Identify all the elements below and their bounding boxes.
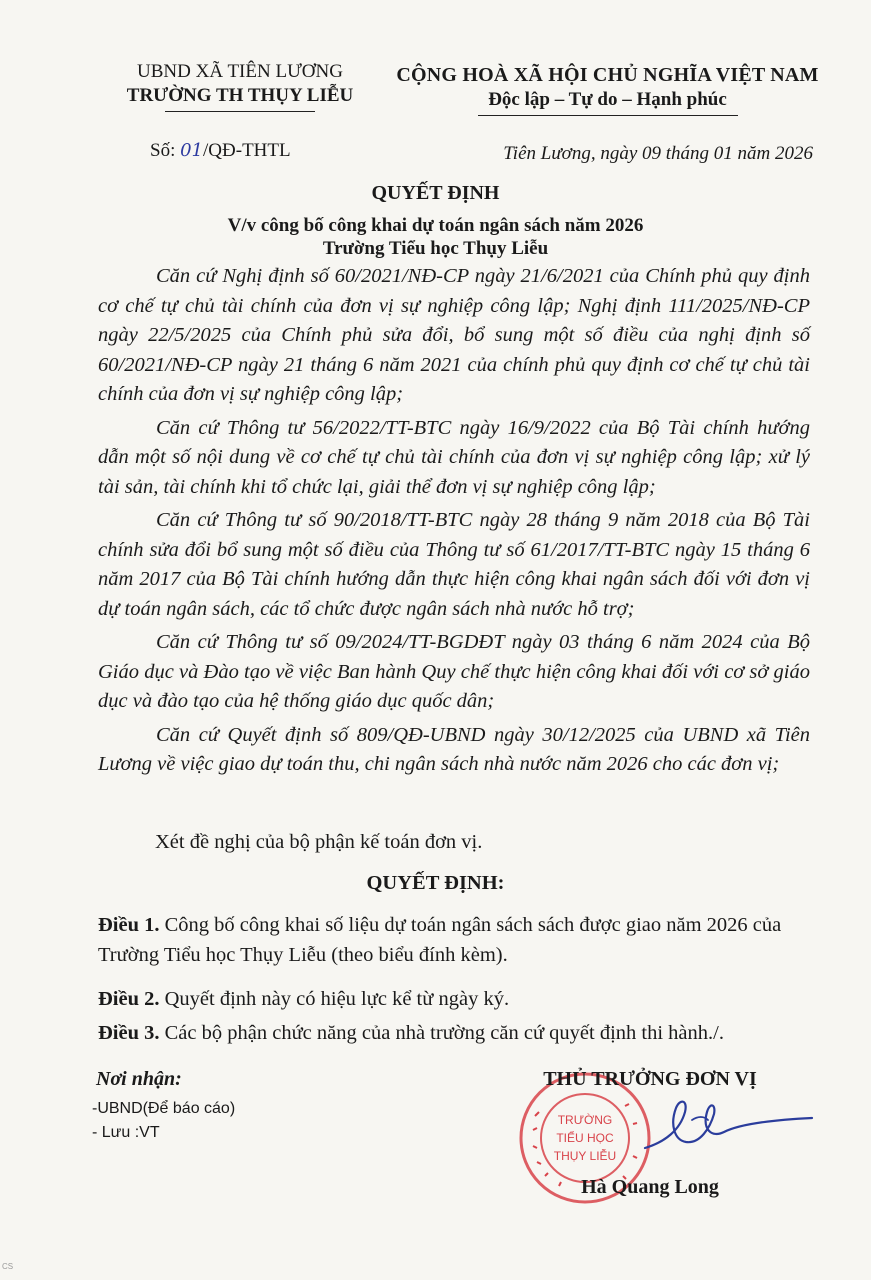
issuer-block	[95, 60, 385, 112]
stamp-text-2: TIỂU HỌC	[556, 1131, 614, 1145]
issuer-underline	[165, 111, 315, 112]
article-label: Điều 2.	[98, 988, 160, 1010]
subject-line-2: Trường Tiểu học Thụy Liễu	[322, 238, 549, 259]
place-date: Tiên Lương, ngày 09 tháng 01 năm 2026	[503, 143, 813, 164]
stamp-text-3: THỤY LIỄU	[553, 1149, 617, 1163]
issuer-school: TRƯỜNG TH THỤY LIỄU	[126, 85, 354, 106]
recipient-item: -UBND(Để báo cáo)	[92, 1100, 236, 1117]
preamble-paragraph: Căn cứ Nghị định số 60/2021/NĐ-CP ngày 21/6/2021 của Chính phủ quy định cơ chế tự chủ tài chính của đơn vị sự nghiệp công lập; Nghị định 111/2025/NĐ-CP ngày 22/5/2025 của Chính phủ sửa đổi, bổ sung một số điều của nghị định số 60/2021/NĐ-CP ngày 21 tháng 6 năm 2021 của chính phủ quy định cơ chế tự chủ tài chính của đơn vị sự nghiệp công lập;	[98, 265, 810, 405]
motto-underline	[478, 115, 738, 116]
preamble-paragraph: Căn cứ Thông tư số 90/2018/TT-BTC ngày 28 tháng 9 năm 2018 của Bộ Tài chính sửa đổi bổ sung một số điều của Thông tư số 61/2017/TT-BTC ngày 15 tháng 6 năm 2017 của Bộ Tài chính hướng dẫn thực hiện công khai ngân sách đối với đơn vị dự toán ngân sách, các tổ chức được ngân sách nhà nước hỗ trợ;	[98, 509, 810, 620]
recipient-item: - Lưu :VT	[92, 1124, 160, 1141]
issuer-authority: UBND XÃ TIÊN LƯƠNG	[137, 61, 343, 82]
article-text: Công bố công khai số liệu dự toán ngân sách sách được giao năm 2026 của Trường Tiểu học Thụy Liễu (theo biểu đính kèm).	[98, 914, 782, 966]
article-label: Điều 1.	[98, 914, 160, 936]
article-label: Điều 3.	[98, 1022, 160, 1044]
article-1	[98, 910, 810, 970]
document-number-value: 01	[180, 140, 204, 161]
preamble-paragraph: Căn cứ Thông tư số 09/2024/TT-BGDĐT ngày 03 tháng 6 năm 2024 của Bộ Giáo dục và Đào tạo về việc Ban hành Quy chế thực hiện công khai đối với cơ sở giáo dục và đào tạo của hệ thống giáo dục quốc dân;	[98, 631, 810, 712]
document-title: QUYẾT ĐỊNH	[371, 182, 500, 204]
consideration: Xét đề nghị của bộ phận kế toán đơn vị.	[155, 831, 483, 853]
document-number	[150, 140, 291, 162]
document-subject	[0, 214, 871, 260]
preamble-paragraph: Căn cứ Quyết định số 809/QĐ-UBND ngày 30/12/2025 của UBND xã Tiên Lương về việc giao dự toán thu, chi ngân sách nhà nước năm 2026 cho các đơn vị;	[98, 723, 810, 775]
recipients-heading: Nơi nhận:	[96, 1068, 182, 1090]
signer-title: THỦ TRƯỞNG ĐƠN VỊ	[543, 1068, 757, 1090]
national-motto: Độc lập – Tự do – Hạnh phúc	[488, 89, 727, 110]
document-number-label: Số:	[150, 140, 176, 161]
article-2	[98, 984, 810, 1014]
article-text: Quyết định này có hiệu lực kể từ ngày ký.	[159, 988, 510, 1010]
article-text: Các bộ phận chức năng của nhà trường căn cứ quyết định thi hành./.	[159, 1022, 724, 1044]
preamble	[98, 262, 810, 780]
article-3	[98, 1018, 810, 1048]
preamble-paragraph: Căn cứ Thông tư 56/2022/TT-BTC ngày 16/9/2022 của Bộ Tài chính hướng dẫn một số nội dung về cơ chế tự chủ tài chính của đơn vị sự nghiệp công lập; xử lý tài sản, tài chính khi tổ chức lại, giải thể đơn vị sự nghiệp công lập;	[98, 416, 810, 498]
subject-line-1: V/v công bố công khai dự toán ngân sách năm 2026	[227, 215, 644, 236]
signer-name: Hà Quang Long	[581, 1176, 719, 1198]
decision-heading: QUYẾT ĐỊNH:	[366, 872, 505, 894]
scanner-watermark: CS	[2, 1262, 14, 1271]
handwritten-signature	[640, 1090, 815, 1160]
national-motto-block	[380, 62, 835, 116]
national-title: CỘNG HOÀ XÃ HỘI CHỦ NGHĨA VIỆT NAM	[396, 64, 819, 86]
stamp-text-1: TRƯỜNG	[557, 1113, 613, 1127]
document-number-suffix: /QĐ-THTL	[203, 140, 291, 161]
